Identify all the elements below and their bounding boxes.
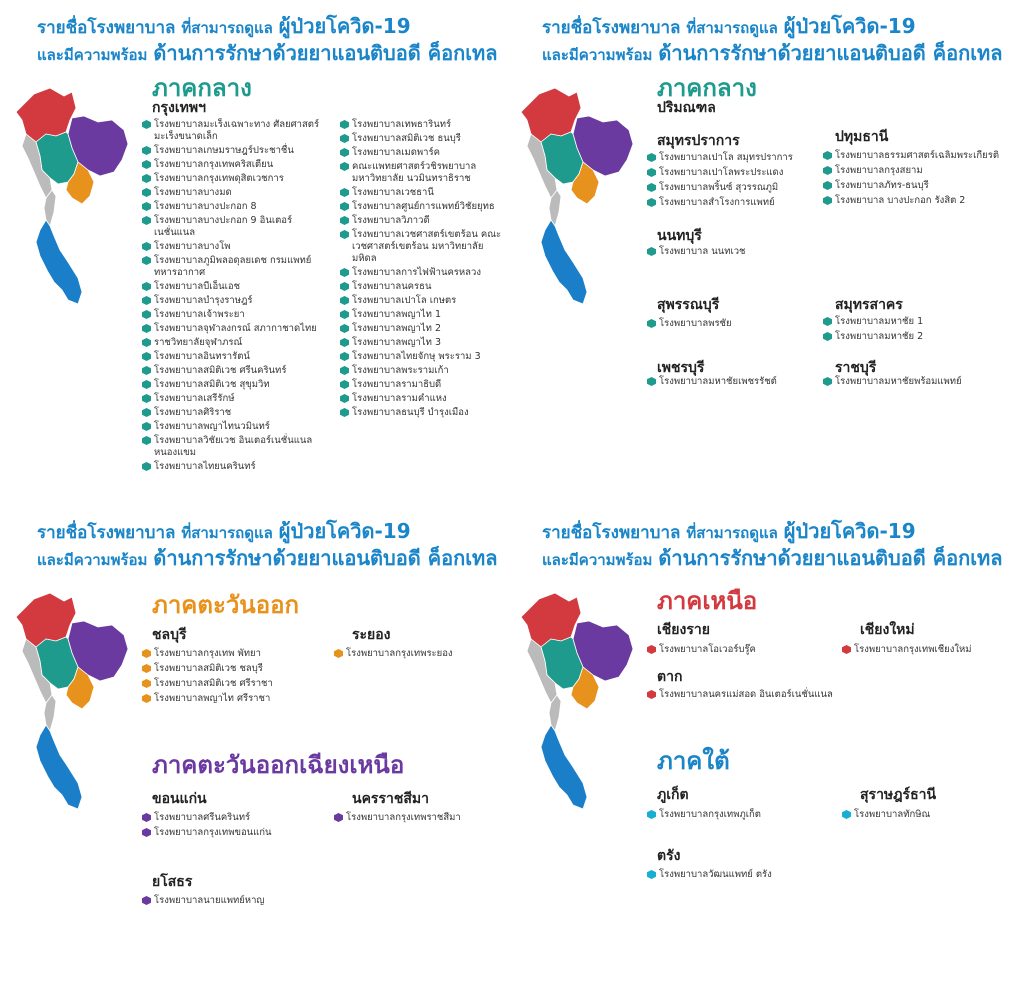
province-heading: ระยอง	[352, 627, 391, 643]
title-part: ที่สามารถดูแล	[181, 19, 273, 37]
hospital-name: โรงพยาบาลสมิติเวช ธนบุรี	[352, 133, 461, 144]
hospital-item	[142, 241, 332, 253]
hospital-item	[142, 173, 332, 185]
hospital-item	[142, 435, 332, 459]
hospital-name: โรงพยาบาลกรุงเทพดุสิตเวชการ	[154, 173, 284, 184]
title-part: และมีความพร้อม	[37, 551, 148, 569]
hospital-name: โรงพยาบาลมหาชัยพร้อมแพทย์	[835, 376, 962, 387]
hospital-name: ราชวิทยาลัยจุฬาภรณ์	[154, 337, 243, 348]
hospital-item	[142, 365, 332, 377]
title-part: และมีความพร้อม	[37, 46, 148, 64]
hexagon-bullet-icon	[842, 645, 851, 654]
hospital-name: โรงพยาบาลกรุงเทพเชียงใหม่	[854, 644, 972, 655]
province-heading: ขอนแก่น	[152, 791, 207, 807]
hospital-name: โรงพยาบาลมหาชัย 2	[835, 331, 924, 342]
province-heading: ราชบุรี	[835, 360, 877, 376]
hospital-name: โรงพยาบาลบางมด	[154, 187, 232, 198]
hexagon-bullet-icon	[142, 896, 151, 905]
hospital-name: โรงพยาบาลจุฬาลงกรณ์ สภากาชาดไทย	[154, 323, 317, 334]
hospital-item	[142, 295, 332, 307]
hexagon-bullet-icon	[142, 146, 151, 155]
hospital-name: โรงพยาบาลเวชศาสตร์เขตร้อน คณะเวชศาสตร์เขตร้อน มหาวิทยาลัยมหิดล	[352, 229, 502, 264]
hexagon-bullet-icon	[647, 168, 656, 177]
hospital-item	[647, 246, 822, 258]
hexagon-bullet-icon	[142, 422, 151, 431]
hexagon-bullet-icon	[647, 645, 656, 654]
hospital-name: โรงพยาบาลมหาชัย 1	[835, 316, 924, 327]
hospital-item	[142, 421, 332, 433]
hospital-name: โรงพยาบาลวัฒนแพทย์ ตรัง	[659, 869, 772, 880]
hospital-item	[142, 663, 322, 675]
hexagon-bullet-icon	[142, 436, 151, 445]
hospital-name: โรงพยาบาลพญาไท 3	[352, 337, 441, 348]
hospital-item	[340, 337, 505, 349]
hexagon-bullet-icon	[842, 810, 851, 819]
hexagon-bullet-icon	[647, 377, 656, 386]
province-heading: สมุทรปราการ	[657, 133, 740, 149]
hospital-name: โรงพยาบาลสมิติเวช ศรีราชา	[154, 678, 273, 689]
hospital-item	[340, 323, 505, 335]
region-heading: ภาคตะวันออกเฉียงเหนือ	[152, 751, 405, 779]
hospital-name: โรงพยาบาลนครธน	[352, 281, 432, 292]
hexagon-bullet-icon	[647, 690, 656, 699]
hexagon-bullet-icon	[142, 394, 151, 403]
hexagon-bullet-icon	[142, 813, 151, 822]
hospital-name: โรงพยาบาลบีเอ็นเอช	[154, 281, 241, 292]
hospital-list	[340, 119, 505, 421]
map-south-region	[36, 725, 82, 809]
thailand-map	[517, 86, 637, 321]
panel-central-bangkok	[0, 0, 500, 490]
hexagon-bullet-icon	[142, 216, 151, 225]
hexagon-bullet-icon	[142, 202, 151, 211]
hospital-name: โรงพยาบาลบางโพ	[154, 241, 231, 252]
hexagon-bullet-icon	[340, 268, 349, 277]
panel-central-metro	[505, 0, 1005, 490]
hospital-item	[647, 869, 827, 881]
region-heading: ภาคเหนือ	[657, 587, 758, 615]
hospital-item	[142, 159, 332, 171]
hexagon-bullet-icon	[142, 408, 151, 417]
hexagon-bullet-icon	[142, 664, 151, 673]
hospital-list	[842, 809, 1005, 824]
hospital-item	[142, 812, 322, 824]
hospital-name: โรงพยาบาลกรุงเทพภูเก็ต	[659, 809, 761, 820]
hospital-item	[340, 295, 505, 307]
hospital-item	[823, 150, 1003, 162]
hexagon-bullet-icon	[647, 198, 656, 207]
hospital-list	[647, 644, 827, 659]
hospital-name: โรงพยาบาล บางปะกอก รังสิต 2	[835, 195, 966, 206]
province-heading: เชียงใหม่	[860, 622, 915, 638]
hospital-name: โรงพยาบาลนครแม่สอด อินเตอร์เนชั่นแนล	[659, 689, 833, 700]
hexagon-bullet-icon	[340, 380, 349, 389]
hospital-list	[647, 152, 822, 212]
hospital-name: โรงพยาบาลศรีนครินทร์	[154, 812, 251, 823]
title-part: ผู้ป่วยโควิด-19	[783, 14, 916, 38]
hospital-name: โรงพยาบาลศูนย์การแพทย์วิชัยยุทธ	[352, 201, 495, 212]
hospital-name: โรงพยาบาลมหาชัยเพชรรัชต์	[659, 376, 777, 387]
hexagon-bullet-icon	[647, 247, 656, 256]
title-part: ที่สามารถดูแล	[686, 19, 778, 37]
hospital-name: โรงพยาบาลการไฟฟ้านครหลวง	[352, 267, 481, 278]
hospital-item	[823, 180, 1003, 192]
hexagon-bullet-icon	[142, 282, 151, 291]
hospital-item	[340, 201, 505, 213]
hexagon-bullet-icon	[823, 151, 832, 160]
hospital-name: โรงพยาบาลมะเร็งเฉพาะทาง ศัลยศาสตร์มะเร็งขนาดเล็ก	[154, 119, 320, 142]
thailand-map	[517, 591, 637, 826]
hospital-name: โรงพยาบาลโอเวอร์บรู๊ค	[659, 644, 756, 655]
hexagon-bullet-icon	[142, 174, 151, 183]
hospital-list	[647, 869, 827, 884]
hexagon-bullet-icon	[647, 810, 656, 819]
hospital-item	[647, 318, 822, 330]
hexagon-bullet-icon	[823, 166, 832, 175]
hexagon-bullet-icon	[142, 694, 151, 703]
hospital-item	[647, 167, 822, 179]
hospital-name: โรงพยาบาลไทยนครินทร์	[154, 461, 256, 472]
hospital-item	[340, 393, 505, 405]
hexagon-bullet-icon	[340, 162, 349, 171]
province-heading: สมุทรสาคร	[835, 297, 903, 313]
hospital-item	[340, 267, 505, 279]
province-heading: ยโสธร	[152, 874, 193, 890]
province-heading: เพชรบุรี	[657, 360, 705, 376]
province-heading: ตรัง	[657, 848, 681, 864]
hospital-name: โรงพยาบาลบำรุงราษฎร์	[154, 295, 253, 306]
title-part: รายชื่อโรงพยาบาล	[542, 523, 681, 543]
province-heading: ตาก	[657, 669, 683, 685]
hexagon-bullet-icon	[142, 310, 151, 319]
hospital-name: โรงพยาบาลเวชธานี	[352, 187, 434, 198]
hexagon-bullet-icon	[142, 188, 151, 197]
hexagon-bullet-icon	[340, 282, 349, 291]
province-heading: ชลบุรี	[152, 627, 187, 643]
hospital-list	[142, 812, 322, 842]
hospital-name: โรงพยาบาลกรุงเทพราชสีมา	[346, 812, 461, 823]
hexagon-bullet-icon	[142, 338, 151, 347]
map-south-region	[541, 725, 587, 809]
hospital-item	[142, 309, 332, 321]
hospital-name: โรงพยาบาลเมดพาร์ค	[352, 147, 440, 158]
hospital-item	[823, 165, 1003, 177]
hexagon-bullet-icon	[142, 380, 151, 389]
hospital-item	[340, 365, 505, 377]
hospital-name: โรงพยาบาลวิภาวดี	[352, 215, 430, 226]
hexagon-bullet-icon	[823, 196, 832, 205]
hospital-item	[823, 195, 1003, 207]
hospital-item	[340, 309, 505, 321]
hexagon-bullet-icon	[142, 256, 151, 265]
hospital-list	[647, 809, 827, 824]
region-heading: ภาคใต้	[657, 747, 730, 775]
hospital-item	[334, 648, 499, 660]
hospital-name: โรงพยาบาลกรุงเทพขอนแก่น	[154, 827, 272, 838]
hospital-name: โรงพยาบาลพรชัย	[659, 318, 732, 329]
province-heading: ภูเก็ต	[657, 787, 689, 803]
title-part: ที่สามารถดูแล	[686, 524, 778, 542]
hospital-item	[142, 407, 332, 419]
hospital-name: โรงพยาบาลเทพธารินทร์	[352, 119, 452, 130]
hexagon-bullet-icon	[142, 120, 151, 129]
title-part: รายชื่อโรงพยาบาล	[37, 523, 176, 543]
hospital-item	[340, 147, 505, 159]
hexagon-bullet-icon	[340, 202, 349, 211]
hexagon-bullet-icon	[142, 242, 151, 251]
hospital-item	[340, 407, 505, 419]
hexagon-bullet-icon	[142, 679, 151, 688]
hospital-item	[142, 187, 332, 199]
hospital-list	[334, 648, 499, 663]
hospital-name: โรงพยาบาลพริ้นซ์ สุวรรณภูมิ	[659, 182, 779, 193]
hospital-list	[142, 119, 332, 475]
region-heading: ภาคกลาง	[657, 74, 757, 102]
hexagon-bullet-icon	[142, 462, 151, 471]
map-container	[517, 591, 637, 826]
hospital-list	[842, 644, 1005, 659]
hospital-name: โรงพยาบาลธนบุรี บำรุงเมือง	[352, 407, 469, 418]
hexagon-bullet-icon	[340, 216, 349, 225]
hospital-item	[142, 255, 332, 279]
hexagon-bullet-icon	[823, 181, 832, 190]
hospital-item	[142, 393, 332, 405]
hexagon-bullet-icon	[142, 366, 151, 375]
hospital-name: โรงพยาบาลเปาโล สมุทรปราการ	[659, 152, 793, 163]
hospital-item	[340, 119, 505, 131]
hospital-item	[842, 809, 1005, 821]
map-south-region	[541, 220, 587, 304]
region-heading: ภาคกลาง	[152, 74, 252, 102]
hospital-item	[647, 376, 822, 388]
hospital-item	[340, 133, 505, 145]
hexagon-bullet-icon	[647, 183, 656, 192]
hospital-name: โรงพยาบาลรามคำแหง	[352, 393, 447, 404]
hospital-item	[842, 644, 1005, 656]
title-part: และมีความพร้อม	[542, 551, 653, 569]
hexagon-bullet-icon	[340, 324, 349, 333]
title-part: และมีความพร้อม	[542, 46, 653, 64]
hospital-item	[647, 152, 822, 164]
hospital-item	[340, 351, 505, 363]
hospital-item	[142, 323, 332, 335]
hexagon-bullet-icon	[142, 296, 151, 305]
hospital-item	[142, 145, 332, 157]
region-heading: ภาคตะวันออก	[152, 591, 300, 619]
hospital-item	[142, 337, 332, 349]
hexagon-bullet-icon	[340, 394, 349, 403]
hospital-list	[647, 318, 822, 333]
hospital-name: โรงพยาบาลสมิติเวช สุขุมวิท	[154, 379, 270, 390]
title-part: ด้านการรักษาด้วยยาแอนติบอดี ค็อกเทล	[153, 41, 498, 65]
province-heading: นนทบุรี	[657, 228, 702, 244]
title-part: ผู้ป่วยโควิด-19	[278, 14, 411, 38]
hospital-item	[647, 644, 827, 656]
hospital-name: โรงพยาบาลภัทร-ธนบุรี	[835, 180, 929, 191]
hospital-name: โรงพยาบาลกรุงเทพ พัทยา	[154, 648, 261, 659]
hexagon-bullet-icon	[142, 324, 151, 333]
hospital-name: โรงพยาบาลทักษิณ	[854, 809, 931, 820]
page-title	[542, 14, 1012, 68]
hospital-name: โรงพยาบาลภูมิพลอดุลยเดช กรมแพทย์ทหารอากาศ	[154, 255, 312, 278]
hospital-item	[647, 689, 907, 701]
hexagon-bullet-icon	[823, 377, 832, 386]
hospital-name: โรงพยาบาลธรรมศาสตร์เฉลิมพระเกียรติ	[835, 150, 1000, 161]
hospital-item	[142, 678, 322, 690]
hospital-name: โรงพยาบาลสมิติเวช ชลบุรี	[154, 663, 263, 674]
hexagon-bullet-icon	[823, 332, 832, 341]
hospital-list	[334, 812, 499, 827]
page-title	[37, 14, 507, 68]
hospital-name: โรงพยาบาลสมิติเวช ศรีนครินทร์	[154, 365, 287, 376]
hospital-name: โรงพยาบาลรามาธิบดี	[352, 379, 442, 390]
province-heading: สุพรรณบุรี	[657, 297, 720, 313]
map-south-region	[36, 220, 82, 304]
hospital-list	[142, 895, 322, 910]
hospital-list	[142, 648, 322, 708]
thailand-map	[12, 86, 132, 321]
hospital-item	[340, 229, 505, 265]
hospital-name: โรงพยาบาลพญาไทนวมินทร์	[154, 421, 270, 432]
hospital-item	[823, 316, 1003, 328]
hospital-name: โรงพยาบาลพระรามเก้า	[352, 365, 449, 376]
hospital-item	[647, 809, 827, 821]
title-part: รายชื่อโรงพยาบาล	[542, 18, 681, 38]
hospital-item	[647, 197, 822, 209]
hexagon-bullet-icon	[340, 366, 349, 375]
hexagon-bullet-icon	[340, 188, 349, 197]
hospital-list	[647, 246, 822, 261]
map-container	[517, 86, 637, 321]
hexagon-bullet-icon	[334, 649, 343, 658]
hospital-item	[142, 215, 332, 239]
hospital-name: โรงพยาบาลเจ้าพระยา	[154, 309, 245, 320]
hexagon-bullet-icon	[340, 148, 349, 157]
hospital-name: โรงพยาบาลอินทรารัตน์	[154, 351, 250, 362]
hospital-name: โรงพยาบาลบางปะกอก 9 อินเตอร์เนชั่นแนล	[154, 215, 293, 238]
map-container	[12, 86, 132, 321]
hexagon-bullet-icon	[340, 338, 349, 347]
hospital-name: โรงพยาบาลบางปะกอก 8	[154, 201, 257, 212]
province-heading: เชียงราย	[657, 622, 710, 638]
hospital-name: โรงพยาบาลเสรีรักษ์	[154, 393, 235, 404]
title-part: ที่สามารถดูแล	[181, 524, 273, 542]
hospital-name: โรงพยาบาลวิชัยเวช อินเตอร์เนชั่นแนล หนองแขม	[154, 435, 313, 458]
province-heading: นครราชสีมา	[352, 791, 429, 807]
hexagon-bullet-icon	[647, 319, 656, 328]
hexagon-bullet-icon	[340, 120, 349, 129]
hospital-item	[340, 161, 505, 185]
hexagon-bullet-icon	[647, 153, 656, 162]
hospital-item	[340, 379, 505, 391]
hospital-name: โรงพยาบาลเปาโล เกษตร	[352, 295, 457, 306]
subregion-heading: ปริมณฑล	[657, 100, 716, 116]
hospital-name: โรงพยาบาลกรุงสยาม	[835, 165, 923, 176]
hospital-item	[340, 281, 505, 293]
hospital-item	[142, 648, 322, 660]
map-container	[12, 591, 132, 826]
hospital-name: โรงพยาบาลกรุงเทพคริสเตียน	[154, 159, 274, 170]
thailand-map	[12, 591, 132, 826]
hexagon-bullet-icon	[334, 813, 343, 822]
hospital-item	[340, 187, 505, 199]
hospital-item	[142, 379, 332, 391]
title-part: ด้านการรักษาด้วยยาแอนติบอดี ค็อกเทล	[658, 41, 1003, 65]
hospital-list	[823, 316, 1003, 346]
title-part: ด้านการรักษาด้วยยาแอนติบอดี ค็อกเทล	[658, 546, 1003, 570]
hexagon-bullet-icon	[340, 134, 349, 143]
hospital-item	[142, 461, 332, 473]
hospital-item	[334, 812, 499, 824]
hospital-name: คณะแพทยศาสตร์วชิรพยาบาล มหาวิทยาลัย นวมินทราธิราช	[352, 161, 477, 184]
hexagon-bullet-icon	[340, 352, 349, 361]
hexagon-bullet-icon	[340, 230, 349, 239]
hospital-item	[823, 376, 1003, 388]
hospital-item	[647, 182, 822, 194]
hospital-item	[142, 693, 322, 705]
hexagon-bullet-icon	[142, 160, 151, 169]
hospital-item	[823, 331, 1003, 343]
hospital-item	[142, 895, 322, 907]
hospital-name: โรงพยาบาลสำโรงการแพทย์	[659, 197, 775, 208]
hospital-name: โรงพยาบาลเกษมราษฎร์ประชาชื่น	[154, 145, 294, 156]
hexagon-bullet-icon	[823, 317, 832, 326]
hexagon-bullet-icon	[340, 296, 349, 305]
hospital-name: โรงพยาบาลพญาไท 1	[352, 309, 441, 320]
hexagon-bullet-icon	[142, 649, 151, 658]
hexagon-bullet-icon	[340, 310, 349, 319]
hospital-item	[142, 351, 332, 363]
hospital-item	[142, 201, 332, 213]
hospital-list	[823, 376, 1003, 391]
hospital-name: โรงพยาบาลเปาโลพระประแดง	[659, 167, 784, 178]
hospital-item	[142, 827, 322, 839]
panel-north-south	[505, 505, 1005, 995]
hexagon-bullet-icon	[142, 828, 151, 837]
hexagon-bullet-icon	[340, 408, 349, 417]
title-part: ผู้ป่วยโควิด-19	[278, 519, 411, 543]
hospital-name: โรงพยาบาลพญาไท 2	[352, 323, 441, 334]
province-heading: สุราษฎร์ธานี	[860, 787, 937, 803]
hospital-item	[142, 119, 332, 143]
hospital-list	[823, 150, 1003, 210]
hospital-list	[647, 376, 822, 391]
page-title	[542, 519, 1012, 573]
province-heading: ปทุมธานี	[835, 129, 889, 145]
hexagon-bullet-icon	[647, 870, 656, 879]
title-part: รายชื่อโรงพยาบาล	[37, 18, 176, 38]
hospital-name: โรงพยาบาลพญาไท ศรีราชา	[154, 693, 271, 704]
province-heading: กรุงเทพฯ	[152, 100, 206, 116]
hospital-name: โรงพยาบาลศิริราช	[154, 407, 232, 418]
hospital-name: โรงพยาบาลนายแพทย์หาญ	[154, 895, 265, 906]
title-part: ผู้ป่วยโควิด-19	[783, 519, 916, 543]
hexagon-bullet-icon	[142, 352, 151, 361]
panel-east-northeast	[0, 505, 500, 995]
hospital-list	[647, 689, 907, 704]
hospital-item	[340, 215, 505, 227]
title-part: ด้านการรักษาด้วยยาแอนติบอดี ค็อกเทล	[153, 546, 498, 570]
hospital-name: โรงพยาบาล นนทเวช	[659, 246, 746, 257]
page-title	[37, 519, 507, 573]
hospital-name: โรงพยาบาลกรุงเทพระยอง	[346, 648, 453, 659]
hospital-name: โรงพยาบาลไทยจักษุ พระราม 3	[352, 351, 481, 362]
hospital-item	[142, 281, 332, 293]
